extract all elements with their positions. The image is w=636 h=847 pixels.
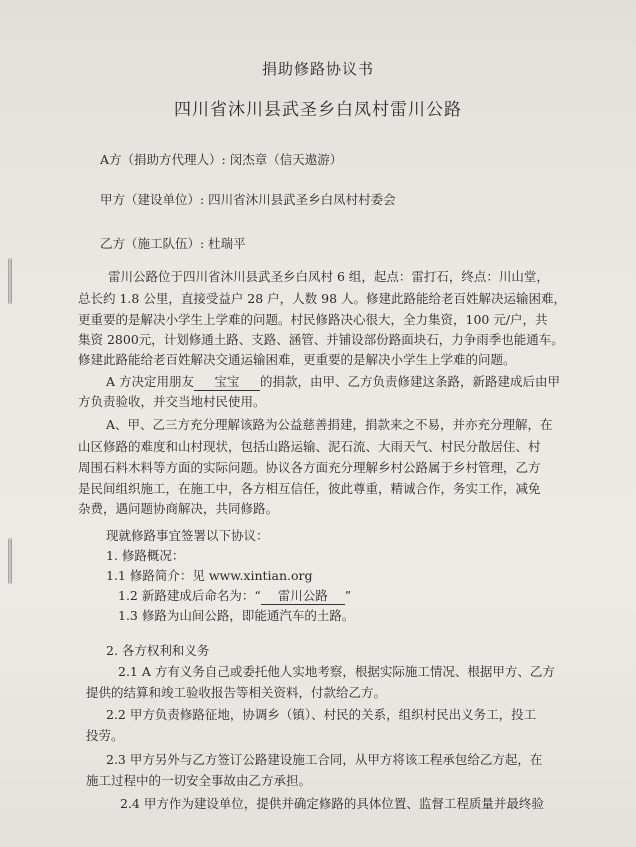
binder-hole-mark	[8, 538, 12, 584]
binder-hole-mark	[8, 258, 12, 304]
text-line: 杂费，遇问题协商解决，共同修路。	[78, 501, 279, 516]
section-1-2	[118, 588, 351, 605]
text-line: 投劳。	[86, 728, 124, 743]
text-line: 集资 2800元，计划修通土路、支路、涵管、并铺设部份路面块石，力争雨季也能通车。	[78, 332, 564, 347]
friend-name-field: 宝宝	[194, 374, 260, 391]
text-line: 雷川公路位于四川省沐川县武圣乡白凤村 6 组，起点：雷打石，终点：川山堂，	[108, 269, 549, 284]
text-line: 2.3 甲方另外与乙方签订公路建设施工合同，从甲方将该工程承包给乙方起，在	[106, 752, 543, 767]
text-line: 是民间组织施工，在施工中，各方相互信任，彼此尊重，精诚合作，务实工作，减免	[78, 481, 541, 496]
text-line: 方负责验收，并交当地村民使用。	[78, 394, 266, 409]
text-line: 总长约 1.8 公里，直接受益户 28 户，人数 98 人。修建此路能给老百姓解决运输困难，	[78, 291, 567, 306]
agreement-intro: 现就修路事宜签署以下协议：	[106, 528, 269, 543]
text-line: 2.2 甲方负责修路征地，协调乡（镇）、村民的关系，组织村民出义务工，投工	[106, 707, 537, 722]
text-segment: A 方决定用朋友	[106, 374, 195, 389]
section-1-1: 1.1 修路简介：见 www.xintian.org	[106, 568, 313, 583]
text-line: 提供的结算和竣工验收报告等相关资料，付款给乙方。	[86, 685, 387, 700]
document-subtitle: 四川省沐川县武圣乡白凤村雷川公路	[174, 100, 462, 120]
text-line: A、甲、乙三方充分理解该路为公益慈善捐建，捐款来之不易，并亦充分理解，在	[106, 417, 553, 432]
party-a-line: A方（捐助方代理人）: 闵杰章（信天遨游）	[100, 152, 343, 167]
text-segment: 1.2 新路建成后命名为：“	[118, 588, 261, 603]
document-title: 捐助修路协议书	[261, 60, 374, 78]
text-line: 修建此路能给老百姓解决交通运输困难，更重要的是解决小学生上学难的问题。	[78, 352, 516, 367]
road-name-field: 雷川公路	[261, 588, 345, 605]
text-line: 2.4 甲方作为建设单位，提供并确定修路的具体位置、监督工程质量并最终验	[120, 796, 544, 811]
text-line: 2.1 A 方有义务自己或委托他人实地考察，根据实际施工情况、根据甲方、乙方	[118, 664, 555, 679]
party-yi-line: 乙方（施工队伍）: 杜瑞平	[100, 236, 246, 251]
text-line: 施工过程中的一切安全事故由乙方承担。	[86, 773, 312, 788]
text-line: 更重要的是解决小学生上学难的问题。村民修路决心很大，全力集资，100 元/户，共	[78, 312, 548, 327]
section-2-heading: 2. 各方权利和义务	[106, 643, 210, 658]
party-jia-line: 甲方（建设单位）: 四川省沐川县武圣乡白凤村村委会	[100, 192, 396, 207]
text-line: 周围石料木料等方面的实际问题。协议各方面充分理解乡村公路属于乡村管理，乙方	[78, 460, 541, 475]
paragraph-donation-line	[106, 374, 560, 391]
text-segment: 的捐款，由甲、乙方负责修建这条路，新路建成后由甲	[260, 374, 561, 389]
text-line: 山区修路的难度和山村现状，包括山路运输、泥石流、大雨天气、村民分散居住、村	[78, 439, 541, 454]
text-segment: ”	[344, 588, 352, 603]
section-1-heading: 1. 修路概况：	[106, 548, 185, 563]
section-1-3: 1.3 修路为山间公路，即能通汽车的土路。	[118, 608, 355, 623]
